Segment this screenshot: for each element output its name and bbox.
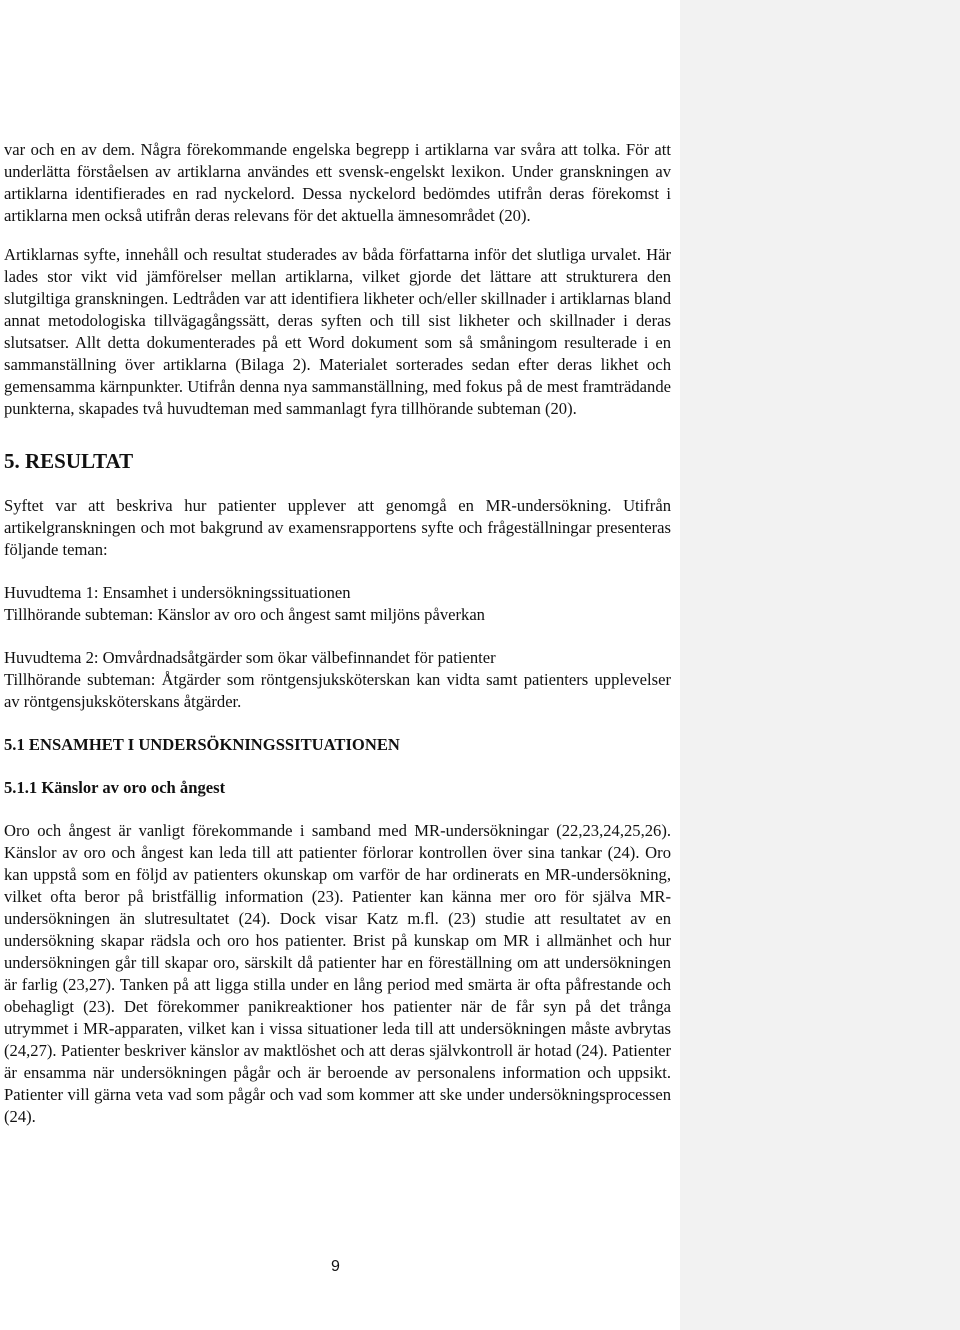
theme-2-title: Huvudtema 2: Omvårdnadsåtgärder som ökar välbefinnandet för patienter (4, 648, 496, 667)
page-number: 9 (331, 1258, 340, 1275)
theme-1-title: Huvudtema 1: Ensamhet i undersökningssituationen (4, 583, 351, 602)
margin-panel (680, 0, 960, 1330)
section-heading-oro-angest: 5.1.1 Känslor av oro och ångest (4, 778, 226, 797)
paragraph-method-keywords: var och en av dem. Några förekommande engelska begrepp i artiklarna var svåra att tolka. För att underlätta förståelsen av artiklarna användes ett svensk-engelskt lexikon. Under granskningen av artiklarna identifierades en rad nyckelord. Dessa nyckelord bedömdes utifrån deras förekomst i artiklarna men också utifrån deras relevans för det aktuella ämnesområdet (20). (4, 140, 671, 225)
paragraph-results-intro: Syftet var att beskriva hur patienter upplever att genomgå en MR-undersökning. Utifrån artikelgranskningen och mot bakgrund av examensrapportens syfte och frågeställningar presenteras följande teman: (4, 496, 671, 559)
theme-2-subthemes: Tillhörande subteman: Åtgärder som röntgensjuksköterskan kan vidta samt patienters upplevelser av röntgensjuksköterskans åtgärder. (4, 670, 671, 711)
section-heading-resultat: 5. RESULTAT (4, 449, 134, 473)
paragraph-article-analysis: Artiklarnas syfte, innehåll och resultat studerades av båda författarna inför det slutliga urvalet. Här lades stor vikt vid jämförelser mellan artiklarna, vilket gjorde det lättare att strukturera den slutgiltiga granskningen. Ledtråden var att identifiera likheter och/eller skillnader i artiklarnas bland annat metodologiska tillvägagångssätt, deras syften och till sist likheter och skillnader i deras slutsatser. Allt detta dokumenterades på ett Word dokument som så småningom resulterade i en sammanställning över artiklarna (Bilaga 2). Materialet sorterades sedan efter deras likhet och gemensamma kärnpunkter. Utifrån denna nya sammanställning, med fokus på de mest framträdande punkterna, skapades två huvudteman med sammanlagt fyra tillhörande subteman (20). (4, 245, 671, 418)
section-heading-ensamhet: 5.1 ENSAMHET I UNDERSÖKNINGSSITUATIONEN (4, 735, 400, 754)
document-page (4, 139, 671, 1128)
paragraph-oro-angest: Oro och ångest är vanligt förekommande i samband med MR-undersökningar (22,23,24,25,26). Känslor av oro och ångest kan leda till att patienter förlorar kontrollen över sina tankar (24). Oro kan uppstå som en följd av patienters okunskap om varför de har ordinerats en MR-undersökning, vilket ofta beror på bristfällig information (23). Patienter kan känna mer oro för själva MR-undersökningen än slutresultatet (24). Dock visar Katz m.fl. (23) studie att resultatet av en undersökning skapar rädsla och oro hos patienter. Brist på kunskap om MR i allmänhet och hur undersökningen går till skapar oro, särskilt då patienter har en föreställning om att undersökningen är farlig (23,27). Tanken på att ligga stilla under en lång period med smärta är ofta påfrestande och obehagligt (23). Det förekommer panikreaktioner hos patienter när de får syn på det trånga utrymmet i MR-apparaten, vilket kan i vissa situationer leda till att undersökningen måste avbrytas (24,27). Patienter beskriver känslor av maktlöshet och att deras självkontroll är hotad (24). Patienter är ensamma när undersökningen pågår och är beroende av personalens information och uppsikt. Patienter vill gärna veta vad som pågår och vad som kommer att ske under undersökningsprocessen (24). (4, 821, 671, 1126)
theme-1-subthemes: Tillhörande subteman: Känslor av oro och ångest samt miljöns påverkan (4, 605, 485, 624)
